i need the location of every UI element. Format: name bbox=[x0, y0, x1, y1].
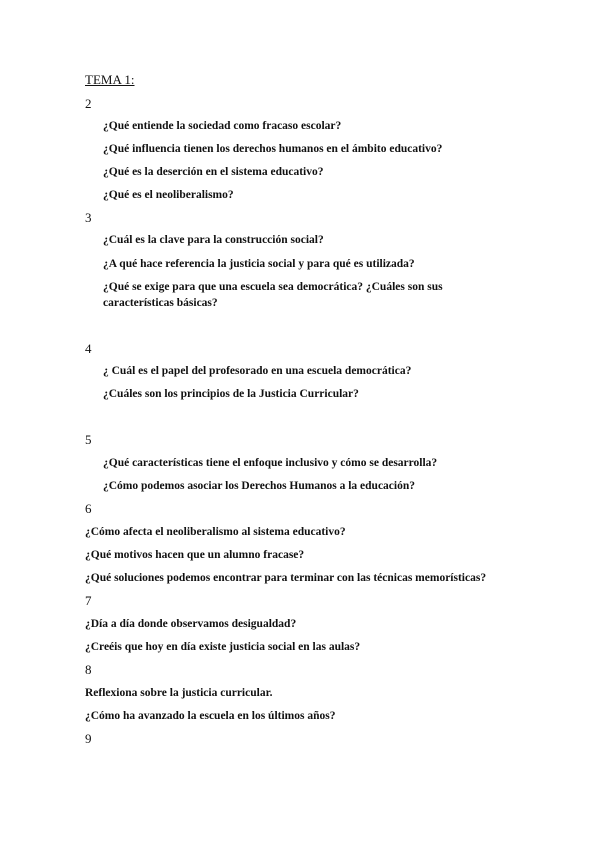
question-3-3: ¿Qué se exige para que una escuela sea democrática? ¿Cuáles son sus características básicas? bbox=[103, 281, 443, 309]
question-3-1: ¿Cuál es la clave para la construcción social? bbox=[103, 234, 324, 246]
question-2-4: ¿Qué es el neoliberalismo? bbox=[103, 189, 234, 201]
question-2-3: ¿Qué es la deserción en el sistema educativo? bbox=[103, 166, 324, 178]
question-4-1: ¿ Cuál es el papel del profesorado en una escuela democrática? bbox=[103, 365, 412, 377]
question-2-2: ¿Qué influencia tienen los derechos humanos en el ámbito educativo? bbox=[103, 143, 443, 155]
page-title: TEMA 1: bbox=[85, 72, 135, 87]
question-7-1: ¿Día a día donde observamos desigualdad? bbox=[85, 618, 297, 630]
section-number-2: 2 bbox=[85, 96, 92, 111]
question-6-3: ¿Qué soluciones podemos encontrar para terminar con las técnicas memorísticas? bbox=[85, 572, 487, 584]
section-number-6: 6 bbox=[85, 501, 92, 516]
section-number-3: 3 bbox=[85, 210, 92, 225]
question-7-2: ¿Creéis que hoy en día existe justicia social en las aulas? bbox=[85, 641, 361, 653]
section-number-4: 4 bbox=[85, 341, 92, 356]
section-number-7: 7 bbox=[85, 593, 92, 608]
question-6-2: ¿Qué motivos hacen que un alumno fracase? bbox=[85, 549, 305, 561]
question-2-1: ¿Qué entiende la sociedad como fracaso escolar? bbox=[103, 120, 342, 132]
section-number-8: 8 bbox=[85, 662, 92, 677]
question-3-2: ¿A qué hace referencia la justicia social y para qué es utilizada? bbox=[103, 258, 415, 270]
question-8-2: ¿Cómo ha avanzado la escuela en los últimos años? bbox=[85, 710, 336, 722]
section-number-5: 5 bbox=[85, 432, 92, 447]
question-8-1: Reflexiona sobre la justicia curricular. bbox=[85, 687, 273, 699]
question-4-2: ¿Cuáles son los principios de la Justicia Curricular? bbox=[103, 388, 359, 400]
question-5-1: ¿Qué características tiene el enfoque inclusivo y cómo se desarrolla? bbox=[103, 457, 438, 469]
question-6-1: ¿Cómo afecta el neoliberalismo al sistema educativo? bbox=[85, 526, 346, 538]
question-5-2: ¿Cómo podemos asociar los Derechos Humanos a la educación? bbox=[103, 480, 415, 492]
section-number-9: 9 bbox=[85, 731, 92, 746]
